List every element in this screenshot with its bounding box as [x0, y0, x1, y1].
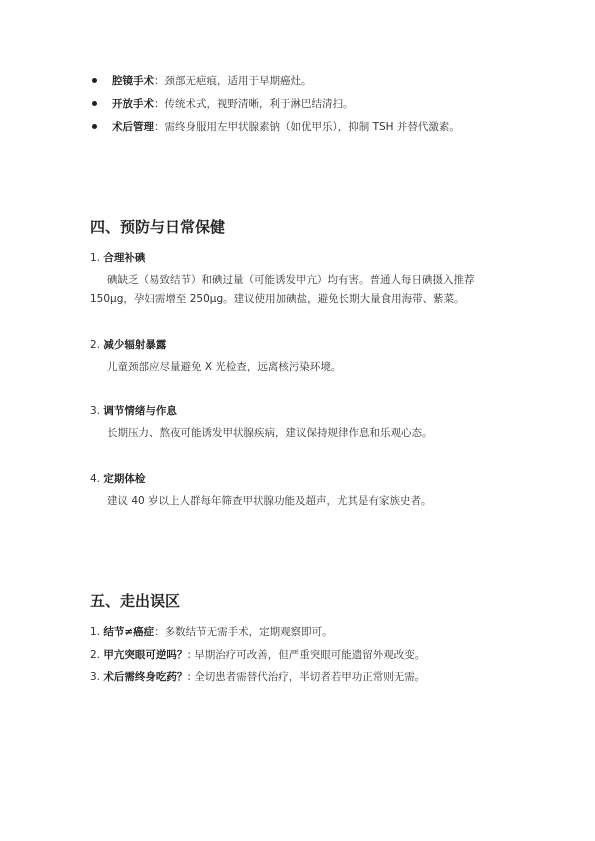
bullet-item-postop	[112, 120, 460, 134]
myth-item	[90, 625, 333, 639]
item-title: 减少辐射暴露	[103, 339, 167, 351]
item-title: 定期体检	[103, 473, 146, 485]
prevention-item-body	[107, 424, 433, 443]
section-heading-prevention: 四、预防与日常保健	[90, 218, 226, 236]
bullet-dot	[92, 78, 97, 83]
myth-term: 术后需终身吃药？	[103, 671, 188, 683]
prevention-item-title	[90, 338, 166, 352]
body-line: 建议 40 岁以上人群每年筛查甲状腺功能及超声，尤其是有家族史者。	[107, 495, 432, 507]
myth-text: ：多数结节无需手术，定期观察即可。	[154, 626, 333, 638]
prevention-item-title	[90, 404, 177, 418]
myth-text: : 早期治疗可改善，但严重突眼可能遗留外观改变。	[187, 649, 426, 661]
bullet-item-laparoscopic	[112, 74, 312, 88]
bullet-term: 术后管理	[112, 121, 154, 133]
item-number: 1.	[90, 252, 101, 264]
bullet-term: 开放手术	[112, 98, 154, 110]
myth-text: : 全切患者需替代治疗，半切者若甲功正常则无需。	[187, 671, 426, 683]
item-title: 合理补碘	[103, 252, 146, 264]
item-number: 3.	[90, 405, 101, 417]
prevention-item-title	[90, 472, 145, 486]
bullet-dot	[92, 124, 97, 129]
item-number: 3.	[90, 671, 101, 683]
prevention-item-body	[107, 492, 432, 511]
bullet-term: 腔镜手术	[112, 75, 154, 87]
item-number: 4.	[90, 473, 101, 485]
item-number: 2.	[90, 339, 101, 351]
item-title: 调节情绪与作息	[103, 405, 177, 417]
item-number: 1.	[90, 626, 101, 638]
body-line: 碘缺乏（易致结节）和碘过量（可能诱发甲亢）均有害。普通人每日碘摄入推荐	[107, 274, 475, 286]
myth-item	[90, 648, 425, 662]
bullet-text: ：颈部无疤痕，适用于早期癌灶。	[154, 75, 312, 87]
bullet-text: ：传统术式，视野清晰，利于淋巴结清扫。	[154, 98, 354, 110]
prevention-item-body	[90, 271, 520, 309]
bullet-text: ：需终身服用左甲状腺素钠（如优甲乐），抑制 TSH 并替代激素。	[154, 121, 460, 133]
body-line: 长期压力、熬夜可能诱发甲状腺疾病，建议保持规律作息和乐观心态。	[107, 427, 433, 439]
myth-term: 甲亢突眼可逆吗？	[103, 649, 188, 661]
prevention-item-body	[107, 358, 341, 377]
prevention-item-title	[90, 251, 145, 265]
myth-item	[90, 670, 425, 684]
body-line: 150μg，孕妇需增至 250μg。建议使用加碘盐，避免长期大量食用海带、紫菜。	[90, 293, 465, 305]
section-heading-myths: 五、走出误区	[90, 592, 181, 610]
bullet-item-open-surgery	[112, 97, 354, 111]
item-number: 2.	[90, 649, 101, 661]
bullet-dot	[92, 101, 97, 106]
body-line: 儿童颈部应尽量避免 X 光检查，远离核污染环境。	[107, 361, 342, 373]
myth-term: 结节≠癌症	[103, 626, 155, 638]
